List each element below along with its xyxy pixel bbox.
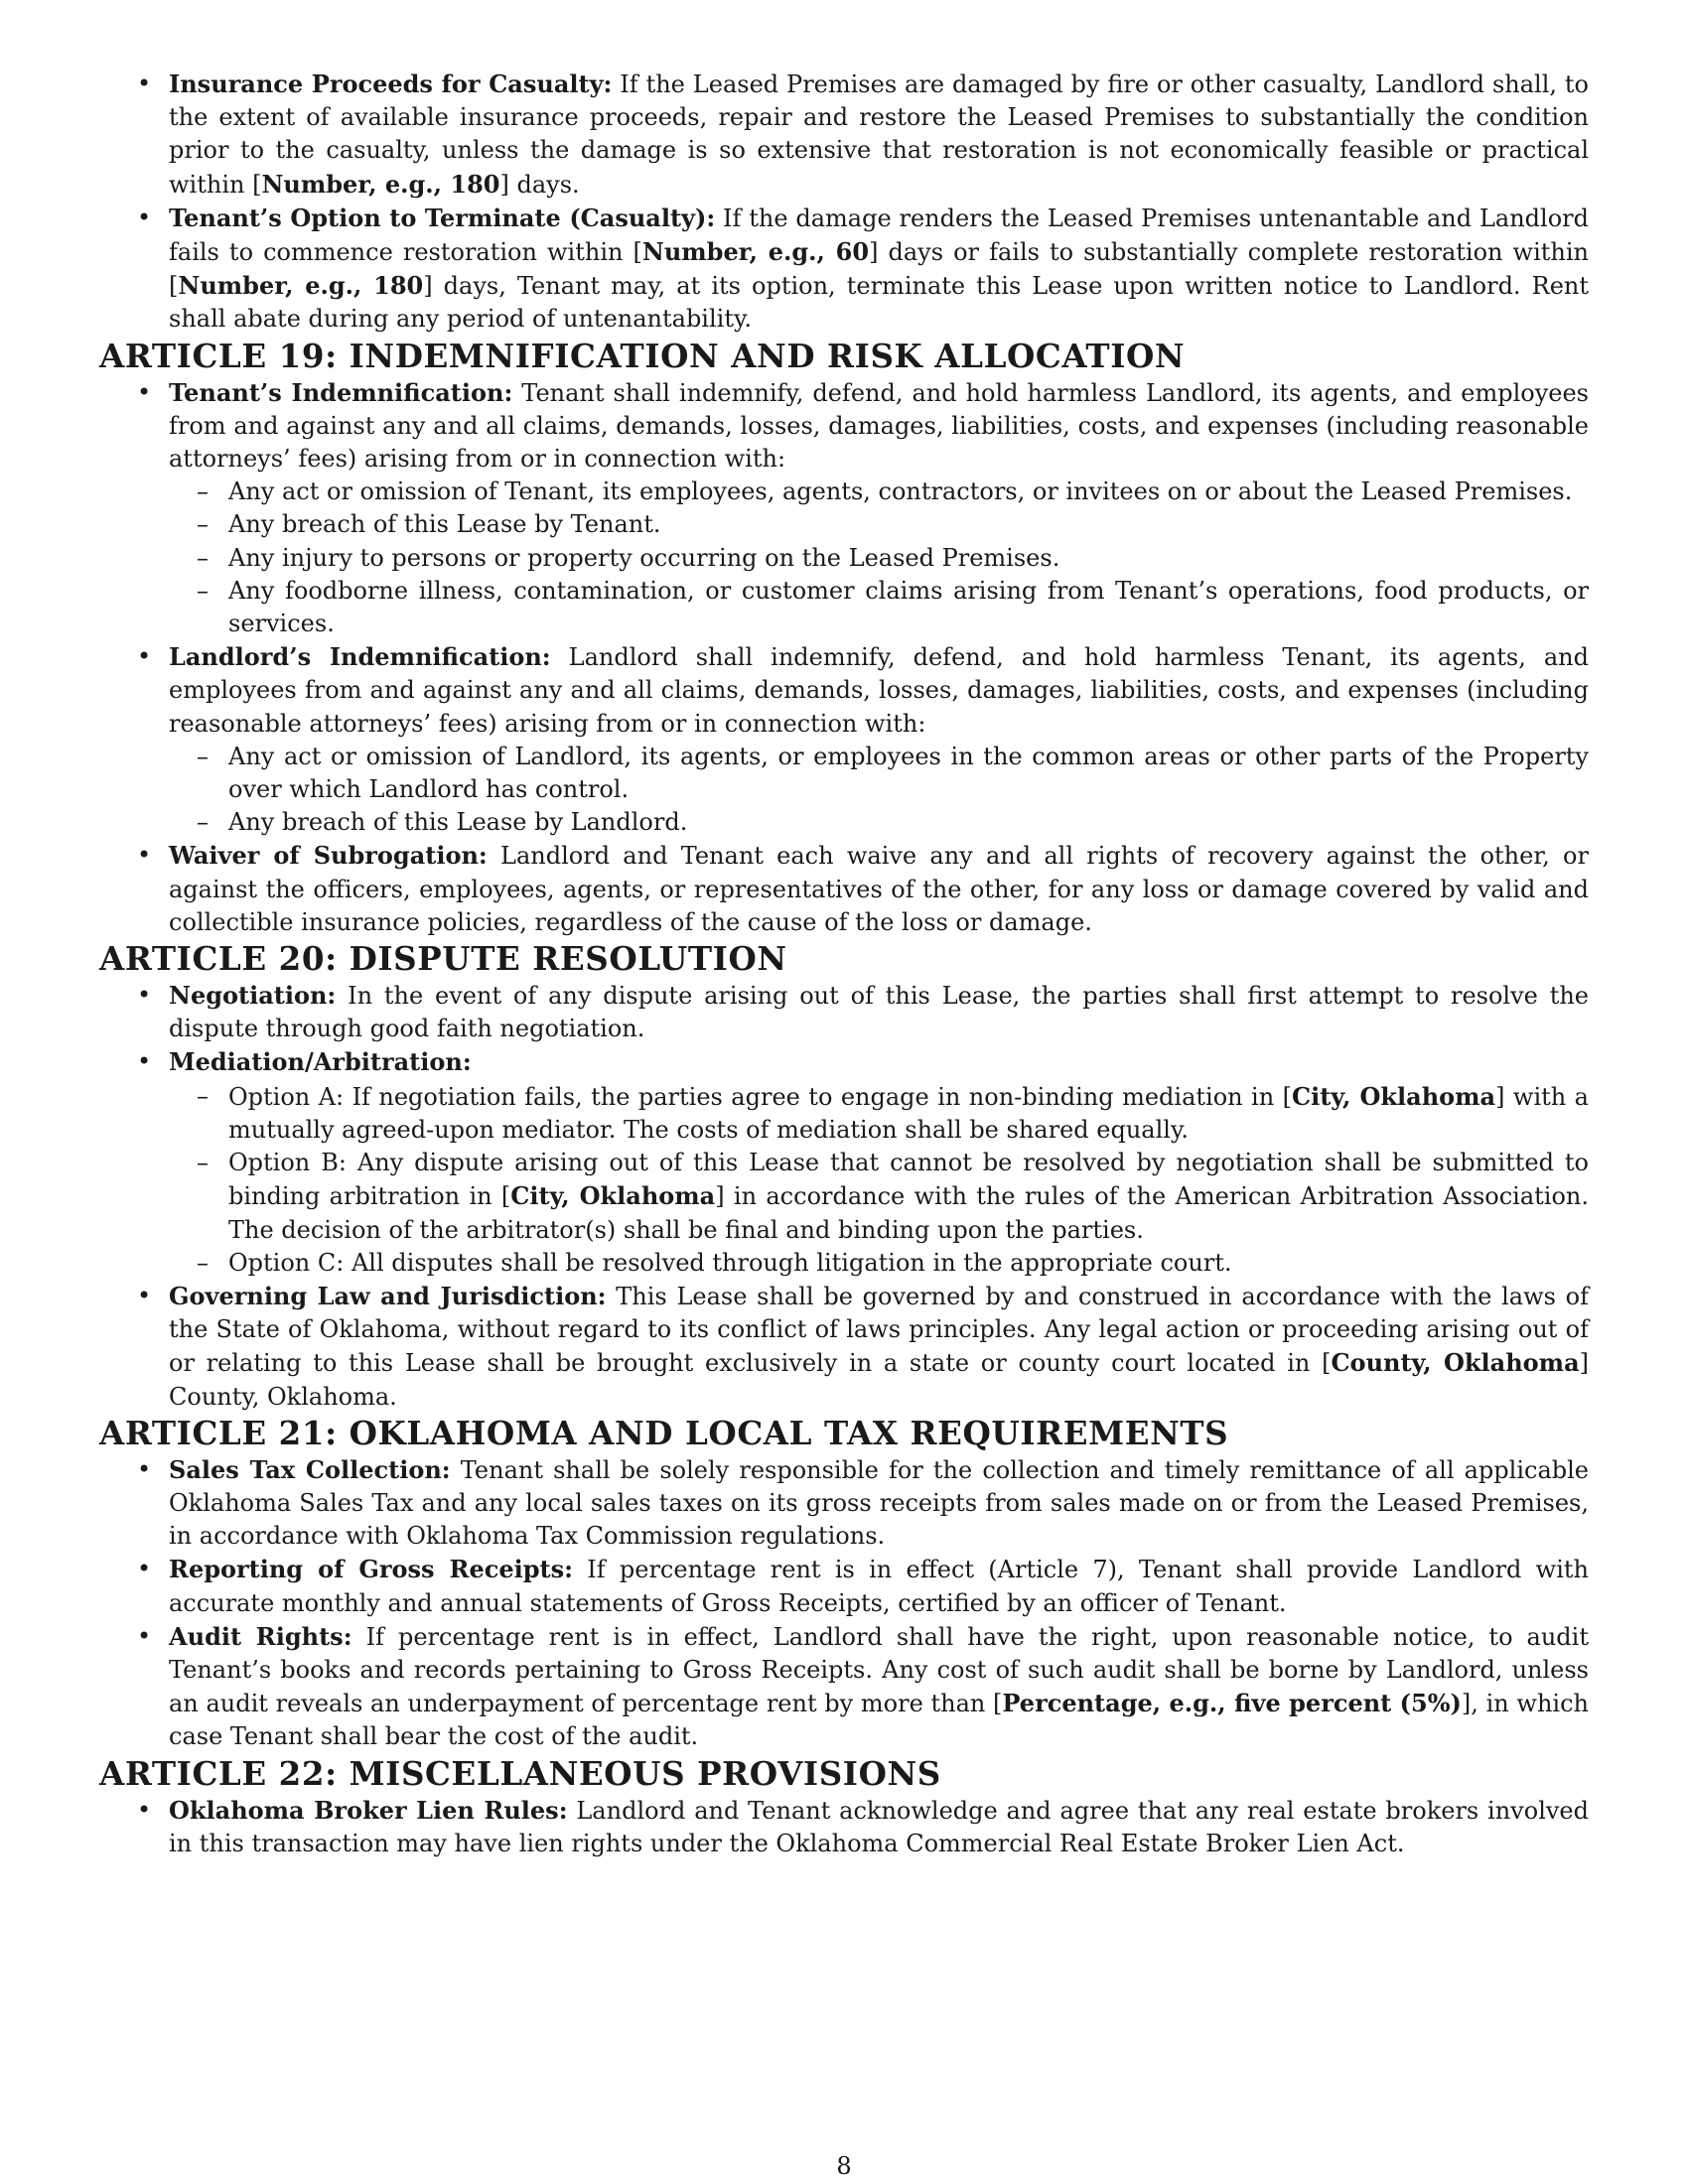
placeholder-field: County, Oklahoma — [1331, 1348, 1580, 1378]
placeholder-field: Number, e.g., 60 — [641, 237, 870, 267]
list-item — [99, 1620, 1589, 1754]
article-22-list — [99, 1794, 1589, 1860]
article-19-list — [99, 376, 1589, 939]
dash-icon: – — [197, 1081, 209, 1110]
list-item — [99, 68, 1589, 202]
dash-icon: – — [197, 478, 209, 506]
bullet-icon: • — [137, 1795, 152, 1824]
placeholder-field: City, Oklahoma — [510, 1181, 716, 1211]
list-item — [99, 1045, 1589, 1279]
bullet-icon: • — [137, 642, 152, 671]
broker-lien-paragraph: Oklahoma Broker Lien Rules: Landlord and Tenant acknowledge and agree that any real estate brokers involved in this transaction may have lien rights under the Oklahoma Commercial Real Estate Broker Lien Act. — [169, 1795, 1589, 1857]
article-19-heading: ARTICLE 19: INDEMNIFICATION AND RISK ALLOCATION — [99, 336, 1186, 375]
bullet-icon: • — [137, 1047, 152, 1076]
term-label: Oklahoma Broker Lien Rules: — [169, 1795, 568, 1825]
sub-list-item: – Any breach of this Lease by Landlord. — [169, 806, 1589, 839]
term-label: Tenant’s Indemnification: — [169, 377, 513, 407]
page-number: 8 — [836, 2152, 852, 2180]
dash-icon: – — [197, 543, 209, 572]
list-item — [99, 202, 1589, 337]
audit-rights-paragraph: Audit Rights: If percentage rent is in effect, Landlord shall have the right, upon reasonable notice, to audit Tenant’s books and records pertaining to Gross Receipts. Any cost of such audit shall be borne by Landlord, unless an audit reveals an underpayment of percentage rent by more than [Percentage, e.g., five percent (5%)], in which case Tenant shall bear the cost of the audit. — [169, 1621, 1589, 1751]
dash-icon: – — [197, 808, 209, 837]
document-page — [99, 68, 1589, 1860]
sub-list-item: – Any breach of this Lease by Tenant. — [169, 508, 1589, 541]
sub-list-item: – Any act or omission of Tenant, its employees, agents, contractors, or invitees on or about the Leased Premises. — [169, 476, 1589, 508]
bullet-icon: • — [137, 841, 152, 870]
term-label: Insurance Proceeds for Casualty: — [169, 69, 613, 98]
list-item — [99, 376, 1589, 641]
article-20-heading: ARTICLE 20: DISPUTE RESOLUTION — [99, 939, 787, 979]
bullet-icon: • — [137, 1555, 152, 1583]
casualty-list — [99, 68, 1589, 337]
sub-list-item: – Any injury to persons or property occurring on the Leased Premises. — [169, 542, 1589, 575]
sub-list-item — [169, 1247, 1589, 1280]
sub-list-item — [169, 1147, 1589, 1247]
bullet-icon: • — [137, 377, 152, 406]
landlord-indemnification-sublist — [169, 741, 1589, 840]
term-label: Negotiation: — [169, 981, 337, 1011]
governing-law-paragraph: Governing Law and Jurisdiction: This Lease shall be governed by and construed in accordance with the laws of the State of Oklahoma, without regard to its conflict of laws principles. Any legal action or proceeding arising out of or relating to this Lease shall be brought exclusively in a state or county court located in [County, Oklahoma] County, Oklahoma. — [169, 1281, 1590, 1411]
term-label: Landlord’s Indemnification: — [169, 642, 551, 672]
dash-icon: – — [197, 742, 209, 770]
dash-icon: – — [197, 576, 209, 605]
term-label: Governing Law and Jurisdiction: — [169, 1281, 607, 1310]
bullet-icon: • — [137, 69, 152, 97]
placeholder-field: Number, e.g., 180 — [261, 169, 500, 199]
mediation-options-sublist — [169, 1080, 1589, 1280]
bullet-icon: • — [137, 1454, 152, 1483]
placeholder-field: Percentage, e.g., five percent (5%) — [1002, 1689, 1462, 1718]
placeholder-field: Number, e.g., 180 — [178, 271, 424, 301]
option-c-text: Option C: All disputes shall be resolved through litigation in the appropriate court. — [228, 1248, 1232, 1277]
sub-list-item: – Any act or omission of Landlord, its agents, or employees in the common areas or other parts of the Property over which Landlord has control. — [197, 742, 1589, 804]
bullet-icon: • — [137, 203, 152, 231]
list-item — [99, 1794, 1589, 1860]
list-item — [99, 979, 1589, 1045]
article-22-heading: ARTICLE 22: MISCELLANEOUS PROVISIONS — [99, 1753, 941, 1793]
list-item — [99, 1453, 1589, 1554]
term-label: Tenant’s Option to Terminate (Casualty): — [169, 203, 716, 232]
bullet-icon: • — [137, 1621, 152, 1650]
sub-list-item: – Any foodborne illness, contamination, or customer claims arising from Tenant’s operations, food products, or services. — [197, 576, 1589, 638]
option-b-text: Option B: Any dispute arising out of this Lease that cannot be resolved by negotiation shall be submitted to binding arbitration in [City, Oklahoma] in accordance with the rules of the American Arbitration Association. The decision of the arbitrator(s) shall be final and binding upon the parties. — [228, 1149, 1590, 1244]
gross-receipts-reporting-paragraph: Reporting of Gross Receipts: If percentage rent is in effect (Article 7), Tenant shall provide Landlord with accurate monthly and annual statements of Gross Receipts, certified by an officer of Tenant. — [169, 1555, 1589, 1617]
terminate-option-paragraph: Tenant’s Option to Terminate (Casualty): If the damage renders the Leased Premises untenantable and Landlord fails to commence restoration within [Number, e.g., 60] days or fails to substantially complete restoration within [Number, e.g., 180] days, Tenant may, at its option, terminate this Lease upon written notice to Landlord. Rent shall abate during any period of untenantability. — [169, 203, 1590, 334]
list-item — [99, 1553, 1589, 1619]
tenant-indemnification-sublist — [169, 476, 1589, 640]
waiver-of-subrogation-paragraph: Waiver of Subrogation: Landlord and Tenant each waive any and all rights of recovery against the other, or against the officers, employees, agents, or representatives of the other, for any loss or damage covered by valid and collectible insurance policies, regardless of the cause of the loss or damage. — [169, 841, 1589, 936]
dash-icon: – — [197, 510, 209, 539]
mediation-arbitration-paragraph — [169, 1045, 1589, 1079]
dash-icon: – — [197, 1248, 209, 1277]
term-label: Sales Tax Collection: — [169, 1454, 451, 1484]
insurance-proceeds-paragraph: Insurance Proceeds for Casualty: If the Leased Premises are damaged by fire or other casualty, Landlord shall, to the extent of available insurance proceeds, repair and restore the Leased Premises to substantially the condition prior to the casualty, unless the damage is so extensive that restoration is not economically feasible or practical within [Number, e.g., 180] days. — [169, 69, 1590, 199]
list-item — [99, 1280, 1589, 1414]
term-label: Waiver of Subrogation: — [169, 841, 488, 871]
sales-tax-paragraph: Sales Tax Collection: Tenant shall be solely responsible for the collection and timely remittance of all applicable Oklahoma Sales Tax and any local sales taxes on its gross receipts from sales made on or from the Leased Premises, in accordance with Oklahoma Tax Commission regulations. — [169, 1454, 1589, 1551]
term-label: Reporting of Gross Receipts: — [169, 1555, 573, 1584]
term-label: Mediation/Arbitration: — [169, 1047, 472, 1077]
negotiation-paragraph: Negotiation: In the event of any dispute arising out of this Lease, the parties shall first attempt to resolve the dispute through good faith negotiation. — [169, 981, 1589, 1043]
bullet-icon: • — [137, 1281, 152, 1309]
list-item — [99, 839, 1589, 939]
bullet-icon: • — [137, 981, 152, 1010]
sub-list-item — [169, 1080, 1589, 1147]
article-21-list — [99, 1453, 1589, 1754]
list-item — [99, 640, 1589, 839]
dash-icon: – — [197, 1149, 209, 1177]
option-a-text: Option A: If negotiation fails, the parties agree to engage in non-binding mediation in [City, Oklahoma] with a mutually agreed-upon mediator. The costs of mediation shall be shared equally. — [228, 1081, 1589, 1144]
article-20-list — [99, 979, 1589, 1414]
tenant-indemnification-paragraph: Tenant’s Indemnification: Tenant shall indemnify, defend, and hold harmless Landlord, its agents, and employees from and against any and all claims, demands, losses, damages, liabilities, costs, and expenses (including reasonable attorneys’ fees) arising from or in connection with: — [169, 377, 1589, 474]
landlord-indemnification-paragraph: Landlord’s Indemnification: Landlord shall indemnify, defend, and hold harmless Tenant, its agents, and employees from and against any and all claims, demands, losses, damages, liabilities, costs, and expenses (including reasonable attorneys’ fees) arising from or in connection with: — [169, 642, 1589, 738]
article-21-heading: ARTICLE 21: OKLAHOMA AND LOCAL TAX REQUIREMENTS — [99, 1413, 1229, 1452]
term-label: Audit Rights: — [169, 1621, 352, 1651]
placeholder-field: City, Oklahoma — [1292, 1081, 1496, 1111]
